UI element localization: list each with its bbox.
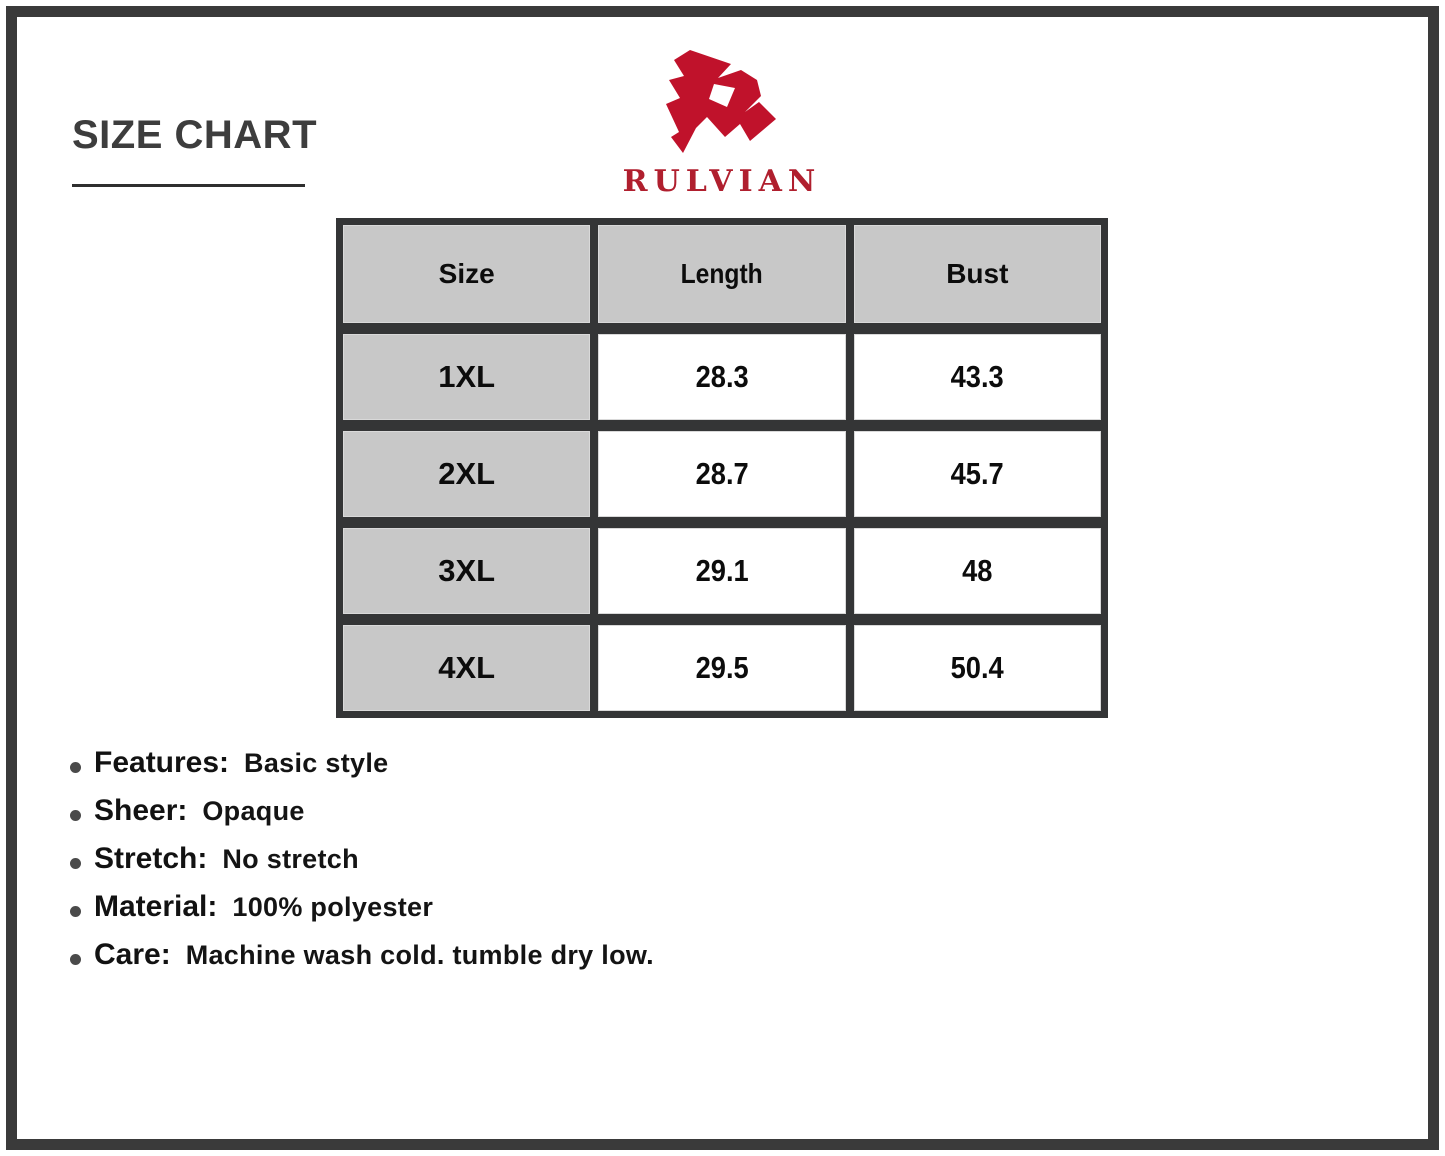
detail-value: Basic style (244, 748, 389, 778)
bullet-icon (70, 906, 81, 917)
table-cell-bust: 43.3 (855, 335, 1100, 419)
detail-value: No stretch (222, 844, 359, 874)
table-row-size-label: 2XL (344, 432, 589, 516)
table-cell-bust: 50.4 (855, 626, 1100, 710)
column-header-size: Size (344, 226, 589, 322)
list-item-care (70, 938, 654, 986)
table-cell-bust: 48 (855, 529, 1100, 613)
table-cell-bust: 45.7 (855, 432, 1100, 516)
list-item-features (70, 746, 654, 794)
list-item-material (70, 890, 654, 938)
detail-label: Material: (94, 890, 218, 923)
table-row-size-label: 3XL (344, 529, 589, 613)
list-item-sheer (70, 794, 654, 842)
detail-label: Care: (94, 938, 171, 971)
product-details-list (70, 746, 654, 986)
size-chart-table (336, 218, 1108, 718)
column-header-length: Length (599, 226, 844, 322)
table-row-size-label: 4XL (344, 626, 589, 710)
table-cell-length: 29.5 (599, 626, 844, 710)
brand-logo (572, 42, 872, 199)
table-cell-length: 28.3 (599, 335, 844, 419)
bullet-icon (70, 858, 81, 869)
detail-value: Machine wash cold. tumble dry low. (185, 940, 654, 970)
detail-value: 100% polyester (232, 892, 434, 922)
bullet-icon (70, 810, 81, 821)
page-title: SIZE CHART (72, 113, 317, 157)
column-header-bust: Bust (855, 226, 1100, 322)
title-underline (72, 184, 305, 187)
bullet-icon (70, 954, 81, 965)
angular-r-monogram-icon (646, 42, 798, 162)
brand-name: RULVIAN (622, 164, 822, 199)
table-cell-length: 29.1 (599, 529, 844, 613)
table-cell-length: 28.7 (599, 432, 844, 516)
detail-label: Features: (94, 746, 230, 779)
list-item-stretch (70, 842, 654, 890)
detail-value: Opaque (202, 796, 305, 826)
detail-label: Stretch: (94, 842, 208, 875)
table-row-size-label: 1XL (344, 335, 589, 419)
bullet-icon (70, 762, 81, 773)
detail-label: Sheer: (94, 794, 188, 827)
